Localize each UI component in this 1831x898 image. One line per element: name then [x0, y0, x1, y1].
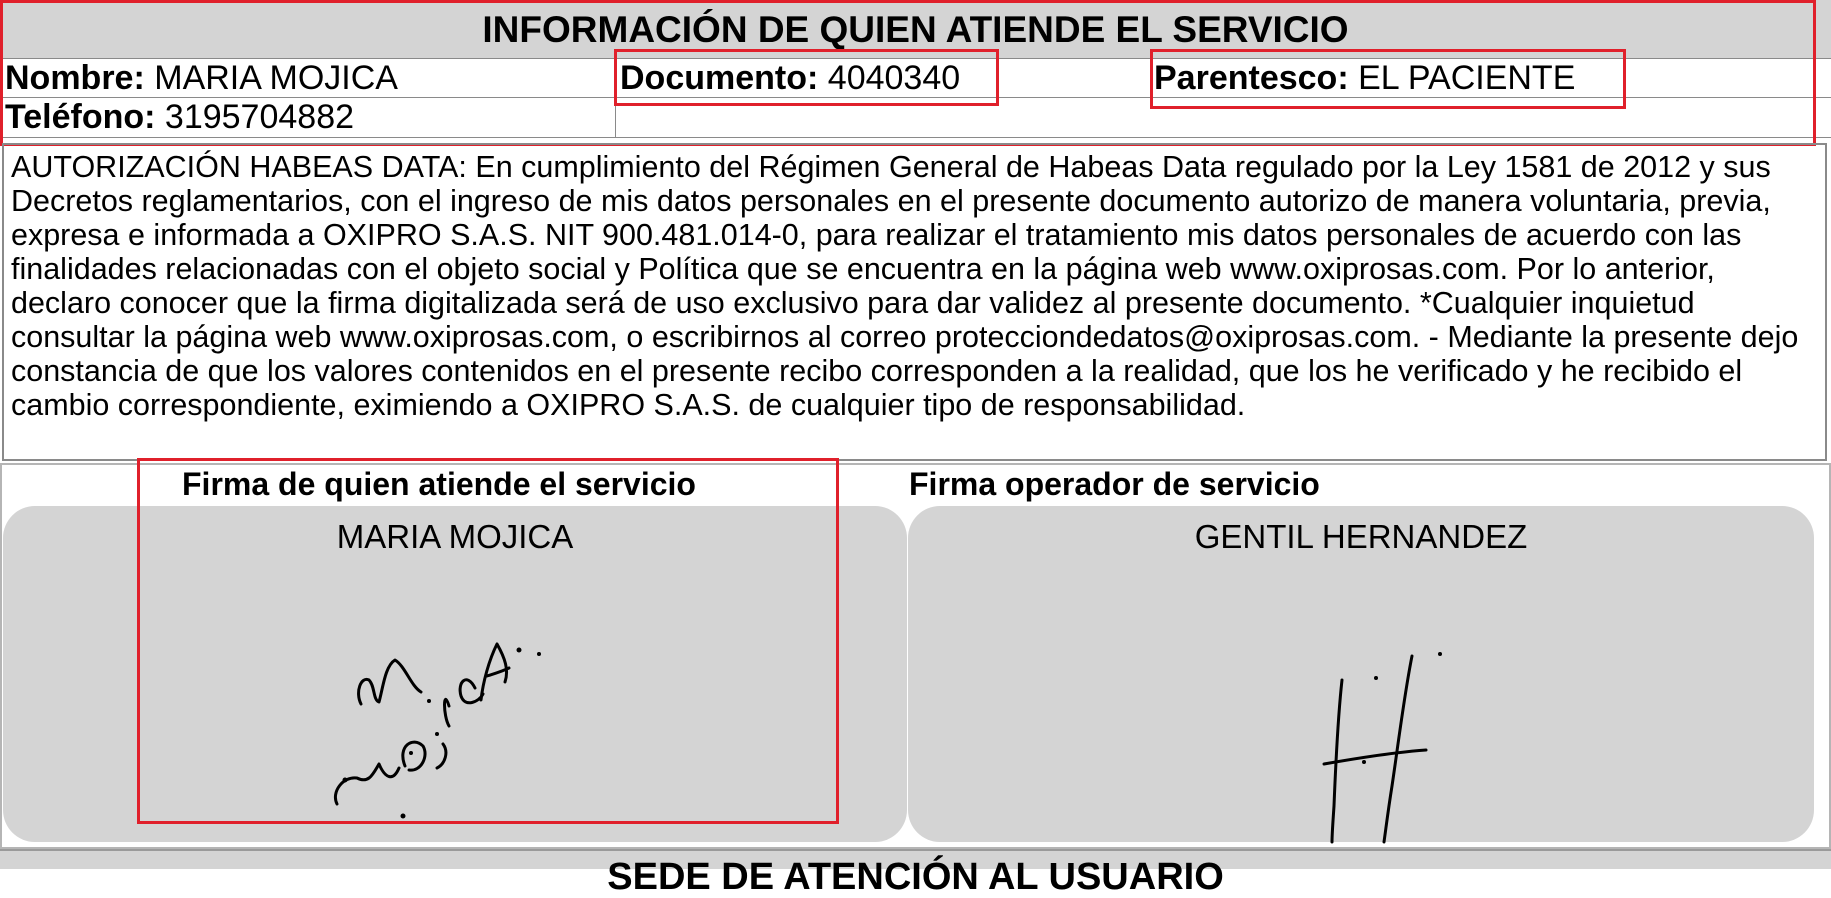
nombre-label: Nombre: [5, 59, 145, 97]
operator-signature-panel [908, 506, 1814, 842]
section-title: INFORMACIÓN DE QUIEN ATIENDE EL SERVICIO [0, 0, 1831, 59]
attendant-signature-highlight-box [137, 458, 839, 824]
operator-signer-name: GENTIL HERNANDEZ [1194, 518, 1528, 555]
nombre-value: MARIA MOJICA [154, 59, 398, 97]
attendant-signer-name: MARIA MOJICA [336, 518, 574, 555]
documento-label: Documento: [620, 59, 819, 97]
next-section-header [0, 849, 1831, 898]
telefono-value: 3195704882 [164, 98, 355, 136]
operator-signature-image [1308, 656, 1488, 846]
parentesco-label: Parentesco: [1154, 59, 1349, 97]
habeas-data-text: AUTORIZACIÓN HABEAS DATA: En cumplimiento del Régimen General de Habeas Data regulado por la Ley 1581 de 2012 y sus Decretos reglamentarios, con el ingreso de mis datos personales en el presente documento autorizo de manera voluntaria, previa, expresa e informada a OXIPRO S.A.S. NIT 900.481.014-0, para realizar el tratamiento mis datos personales de acuerdo con las finalidades relacionadas con el objeto social y Política que se encuentra en la página web www.oxiprosas.com. Por lo anterior, declaro conocer que la firma digitalizada será de uso exclusivo para dar validez al presente documento. *Cualquier inquietud consultar la página web www.oxiprosas.com, o escribirnos al correo protecciondedatos@oxiprosas.com. - Mediante la presente dejo constancia de que los valores contenidos en el presente recibo corresponden a la realidad, que los he verificado y he recibido el cambio correspondiente, eximiendo a OXIPRO S.A.S. de cualquier tipo de responsabilidad. [2, 143, 1827, 461]
documento-value: 4040340 [827, 59, 961, 97]
documento-highlight-box [614, 49, 999, 106]
next-section-title: SEDE DE ATENCIÓN AL USUARIO [607, 856, 1224, 898]
parentesco-value: EL PACIENTE [1358, 59, 1576, 97]
parentesco-highlight-box [1150, 49, 1626, 109]
telefono-label: Teléfono: [5, 98, 156, 136]
operator-signature-heading: Firma operador de servicio [909, 466, 1320, 502]
attendant-signature-heading: Firma de quien atiende el servicio [182, 466, 696, 502]
